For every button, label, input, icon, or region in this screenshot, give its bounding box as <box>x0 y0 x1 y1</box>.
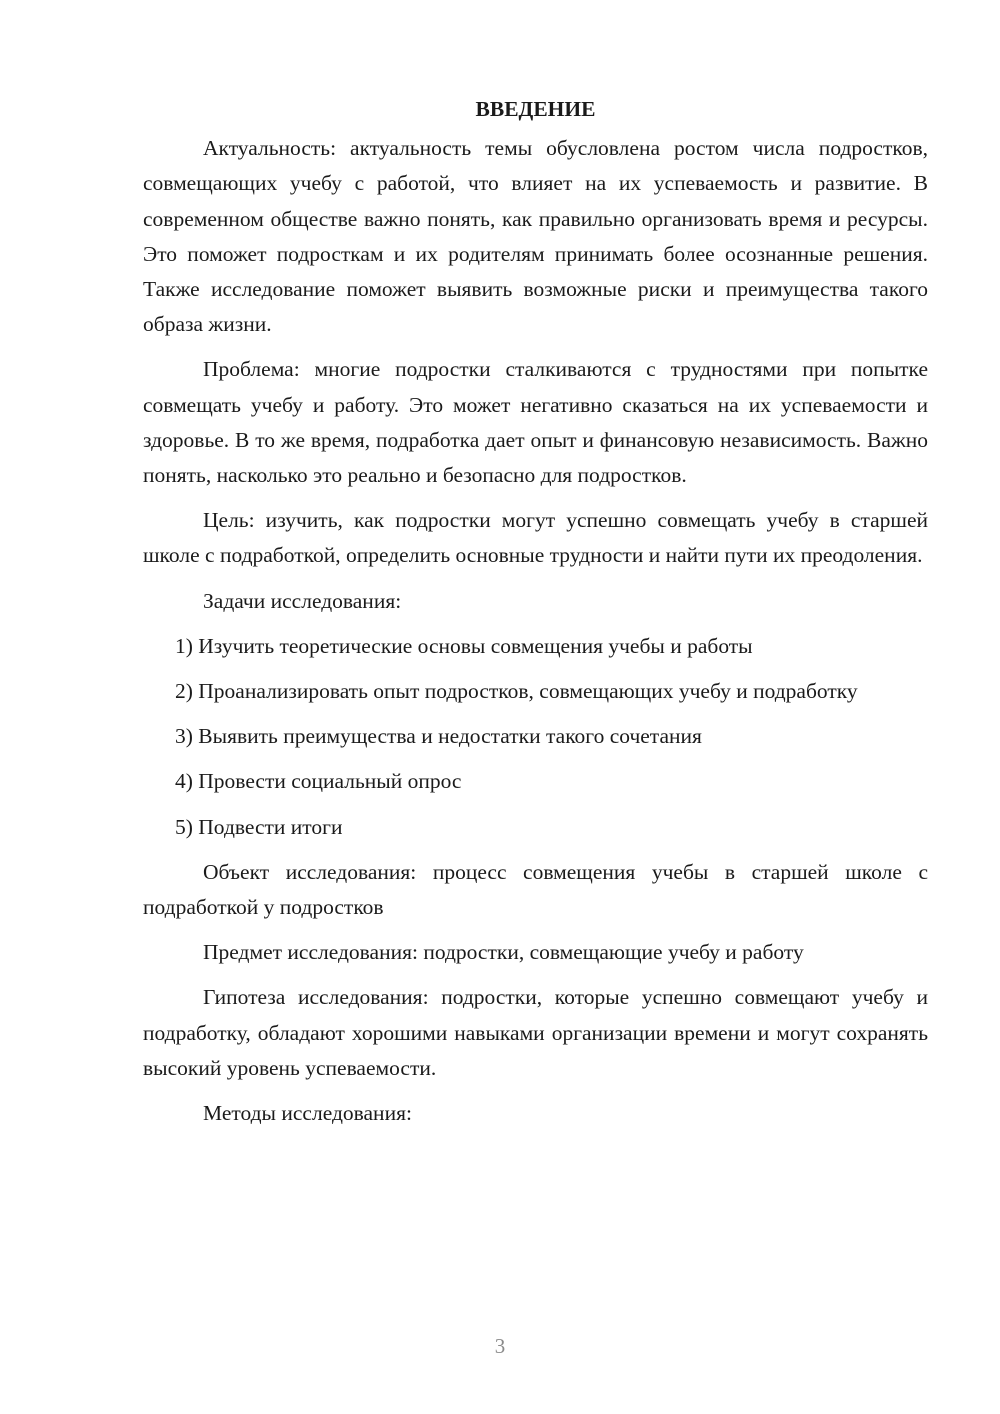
page-number: 3 <box>494 1334 506 1358</box>
paragraph-subject: Предмет исследования: подростки, совмещающие учебу и работу <box>203 940 804 965</box>
paragraph-hypothesis: Гипотеза исследования: подростки, которые успешно совмещают учебу и подработку, обладают хорошими навыками организации времени и могут сохранять высокий уровень успеваемости. <box>143 985 928 1080</box>
paragraph-object: Объект исследования: процесс совмещения учебы в старшей школе с подработкой у подростков <box>143 859 928 920</box>
task-item: 4) Провести социальный опрос <box>175 769 462 794</box>
section-title: ВВЕДЕНИЕ <box>475 97 596 121</box>
task-item: 1) Изучить теоретические основы совмещения учебы и работы <box>175 633 753 658</box>
paragraph-tasks-heading: Задачи исследования: <box>203 588 402 613</box>
document-page <box>143 92 928 1141</box>
task-item: 3) Выявить преимущества и недостатки такого сочетания <box>175 724 702 749</box>
paragraph-relevance: Актуальность: актуальность темы обусловлена ростом числа подростков, совмещающих учебу с работой, что влияет на их успеваемость и развитие. В современном обществе важно понять, как правильно организовать время и ресурсы. Это поможет подросткам и их родителям принимать более осознанные решения. Также исследование поможет выявить возможные риски и преимущества такого образа жизни. <box>143 136 928 337</box>
paragraph-problem: Проблема: многие подростки сталкиваются с трудностями при попытке совмещать учебу и работу. Это может негативно сказаться на их успеваемости и здоровье. В то же время, подработка дает опыт и финансовую независимость. Важно понять, насколько это реально и безопасно для подростков. <box>143 357 928 488</box>
task-item: 2) Проанализировать опыт подростков, совмещающих учебу и подработку <box>175 679 858 704</box>
paragraph-methods-heading: Методы исследования: <box>203 1101 412 1126</box>
paragraph-goal: Цель: изучить, как подростки могут успешно совмещать учебу в старшей школе с подработкой, определить основные трудности и найти пути их преодоления. <box>143 508 928 568</box>
task-item: 5) Подвести итоги <box>175 814 343 839</box>
